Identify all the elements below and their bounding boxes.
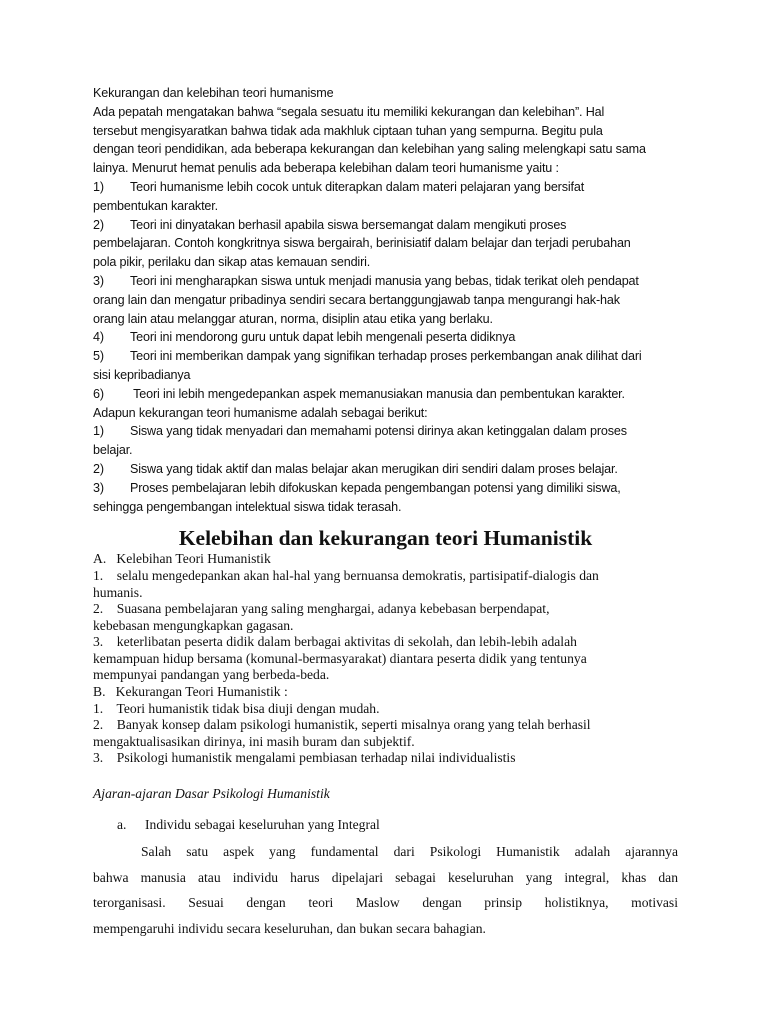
list-item-text: orang lain atau melanggar aturan, norma, disiplin atau etika yang berlaku. bbox=[93, 311, 493, 326]
list-item-text: pembelajaran. Contoh kongkritnya siswa bergairah, berinisiatif dalam belajar dan terjadi perubahan bbox=[93, 236, 631, 251]
list-item-text: pola pikir, perilaku dan sikap atas kemauan sendiri. bbox=[93, 255, 371, 270]
humanistik-section bbox=[93, 551, 678, 941]
list-item-text: pembentukan karakter. bbox=[93, 198, 218, 213]
list-item-text: Teori ini lebih mengedepankan aspek memanusiakan manusia dan pembentukan karakter. bbox=[130, 386, 625, 401]
text-line: kebebasan mengungkapkan gagasan. bbox=[93, 617, 294, 633]
section-heading: Kelebihan dan kekurangan teori Humanistik bbox=[178, 526, 593, 551]
list-item-line bbox=[93, 441, 678, 460]
list-item-text: Siswa yang tidak menyadari dan memahami potensi dirinya akan ketinggalan dalam proses bbox=[130, 424, 627, 439]
section-title: Kekurangan dan kelebihan teori humanisme bbox=[93, 86, 334, 100]
text-line: 2. Suasana pembelajaran yang saling menghargai, adanya kebebasan berpendapat, bbox=[93, 601, 550, 617]
list-item-number: 3) bbox=[93, 480, 104, 495]
intro-line: tersebut mengisyaratkan bahwa tidak ada makhluk ciptaan tuhan yang sempurna. Begitu pula bbox=[93, 123, 603, 138]
text-line: 3. keterlibatan peserta didik dalam berbagai aktivitas di sekolah, dan lebih-lebih adalah bbox=[93, 634, 577, 650]
text-line: 3. Psikologi humanistik mengalami pembiasan terhadap nilai individualistis bbox=[93, 750, 516, 766]
list-item-number: 2) bbox=[93, 461, 104, 476]
list-item-line bbox=[93, 291, 678, 310]
list-item-line bbox=[93, 385, 678, 404]
kelebihan-list bbox=[93, 178, 678, 404]
list-item-line bbox=[93, 234, 678, 253]
list-item-text: Teori ini memberikan dampak yang signifikan terhadap proses perkembangan anak dilihat dari bbox=[130, 349, 642, 364]
list-item-text: Teori humanisme lebih cocok untuk diterapkan dalam materi pelajaran yang bersifat bbox=[130, 179, 585, 194]
list-item-line bbox=[93, 310, 678, 329]
list-item-line bbox=[93, 178, 678, 197]
list-item-text: Teori ini mendorong guru untuk dapat lebih mengenali peserta didiknya bbox=[130, 330, 516, 345]
list-item-number: 6) bbox=[93, 386, 104, 401]
paragraph-line bbox=[93, 839, 678, 865]
list-item-line bbox=[93, 216, 678, 235]
intro-line: dengan teori pendidikan, ada beberapa kekurangan dan kelebihan yang saling melengkapi satu sama bbox=[93, 142, 646, 157]
list-item-text: sisi kepribadianya bbox=[93, 367, 191, 382]
list-item-number: 4) bbox=[93, 330, 104, 345]
paragraph-line bbox=[93, 916, 678, 942]
list-item-line bbox=[93, 366, 678, 385]
text-line: mempunyai pandangan yang berbeda-beda. bbox=[93, 667, 330, 683]
humanisme-section bbox=[93, 84, 678, 516]
paragraph-text: bahwa manusia atau individu harus dipelajari sebagai keseluruhan yang integral, khas dan bbox=[93, 869, 678, 885]
list-item-number: 1) bbox=[93, 424, 104, 439]
kekurangan-intro: Adapun kekurangan teori humanisme adalah sebagai berikut: bbox=[93, 405, 428, 420]
item-a-number: a. bbox=[117, 816, 127, 832]
list-item-line bbox=[93, 253, 678, 272]
paragraph-line bbox=[93, 890, 678, 916]
humanistik-lines bbox=[93, 551, 678, 767]
item-a-text: Individu sebagai keseluruhan yang Integral bbox=[145, 816, 380, 832]
intro-line: Ada pepatah mengatakan bahwa “segala sesuatu itu memiliki kekurangan dan kelebihan”. Hal bbox=[93, 104, 605, 119]
list-item-line bbox=[93, 479, 678, 498]
list-item-text: Teori ini dinyatakan berhasil apabila siswa bersemangat dalam mengikuti proses bbox=[130, 217, 567, 232]
text-line: 1. Teori humanistik tidak bisa diuji dengan mudah. bbox=[93, 700, 380, 716]
text-line: B. Kekurangan Teori Humanistik : bbox=[93, 684, 288, 700]
list-item-text: sehingga pengembangan intelektual siswa tidak terasah. bbox=[93, 499, 402, 514]
intro-line: lainya. Menurut hemat penulis ada beberapa kelebihan dalam teori humanisme yaitu : bbox=[93, 161, 559, 176]
kekurangan-list bbox=[93, 422, 678, 516]
text-line: A. Kelebihan Teori Humanistik bbox=[93, 551, 271, 567]
paragraph-text: terorganisasi. Sesuai dengan teori Maslow dengan prinsip holistiknya, motivasi bbox=[93, 895, 678, 911]
list-item-number: 5) bbox=[93, 349, 104, 364]
text-line: 2. Banyak konsep dalam psikologi humanistik, seperti misalnya orang yang telah berhasil bbox=[93, 717, 591, 733]
list-item-line bbox=[93, 197, 678, 216]
text-line: kemampuan hidup bersama (komunal-bermasyarakat) diantara peserta didik yang tentunya bbox=[93, 650, 587, 666]
list-item-text: orang lain dan mengatur pribadinya sendiri secara bertanggungjawab tanpa mengurangi hak-hak bbox=[93, 292, 620, 307]
list-item-line bbox=[93, 272, 678, 291]
list-item-text: Teori ini mengharapkan siswa untuk menjadi manusia yang bebas, tidak terikat oleh pendapat bbox=[130, 273, 639, 288]
text-line: 1. selalu mengedepankan akan hal-hal yang bernuansa demokratis, partisipatif-dialogis dan bbox=[93, 567, 599, 583]
paragraph-text: mempengaruhi individu secara keseluruhan, dan bukan secara bahagian. bbox=[93, 920, 486, 936]
subheading: Ajaran-ajaran Dasar Psikologi Humanistik bbox=[93, 786, 330, 802]
list-item-line bbox=[93, 347, 678, 366]
list-item-text: belajar. bbox=[93, 443, 133, 458]
list-item-a bbox=[93, 817, 678, 834]
list-item-text: Proses pembelajaran lebih difokuskan kepada pengembangan potensi yang dimiliki siswa, bbox=[130, 480, 621, 495]
list-item-number: 2) bbox=[93, 217, 104, 232]
text-line: humanis. bbox=[93, 584, 143, 600]
body-paragraph bbox=[93, 839, 678, 941]
list-item-line bbox=[93, 460, 678, 479]
list-item-line bbox=[93, 498, 678, 517]
list-item-number: 3) bbox=[93, 273, 104, 288]
document-page bbox=[93, 84, 678, 941]
list-item-text: Siswa yang tidak aktif dan malas belajar akan merugikan diri sendiri dalam proses belajar. bbox=[130, 461, 618, 476]
text-line: mengaktualisasikan dirinya, ini masih buram dan subjektif. bbox=[93, 733, 415, 749]
list-item-line bbox=[93, 328, 678, 347]
paragraph-text: Salah satu aspek yang fundamental dari Psikologi Humanistik adalah ajarannya bbox=[141, 844, 678, 860]
list-item-number: 1) bbox=[93, 179, 104, 194]
paragraph-line bbox=[93, 865, 678, 891]
list-item-line bbox=[93, 422, 678, 441]
